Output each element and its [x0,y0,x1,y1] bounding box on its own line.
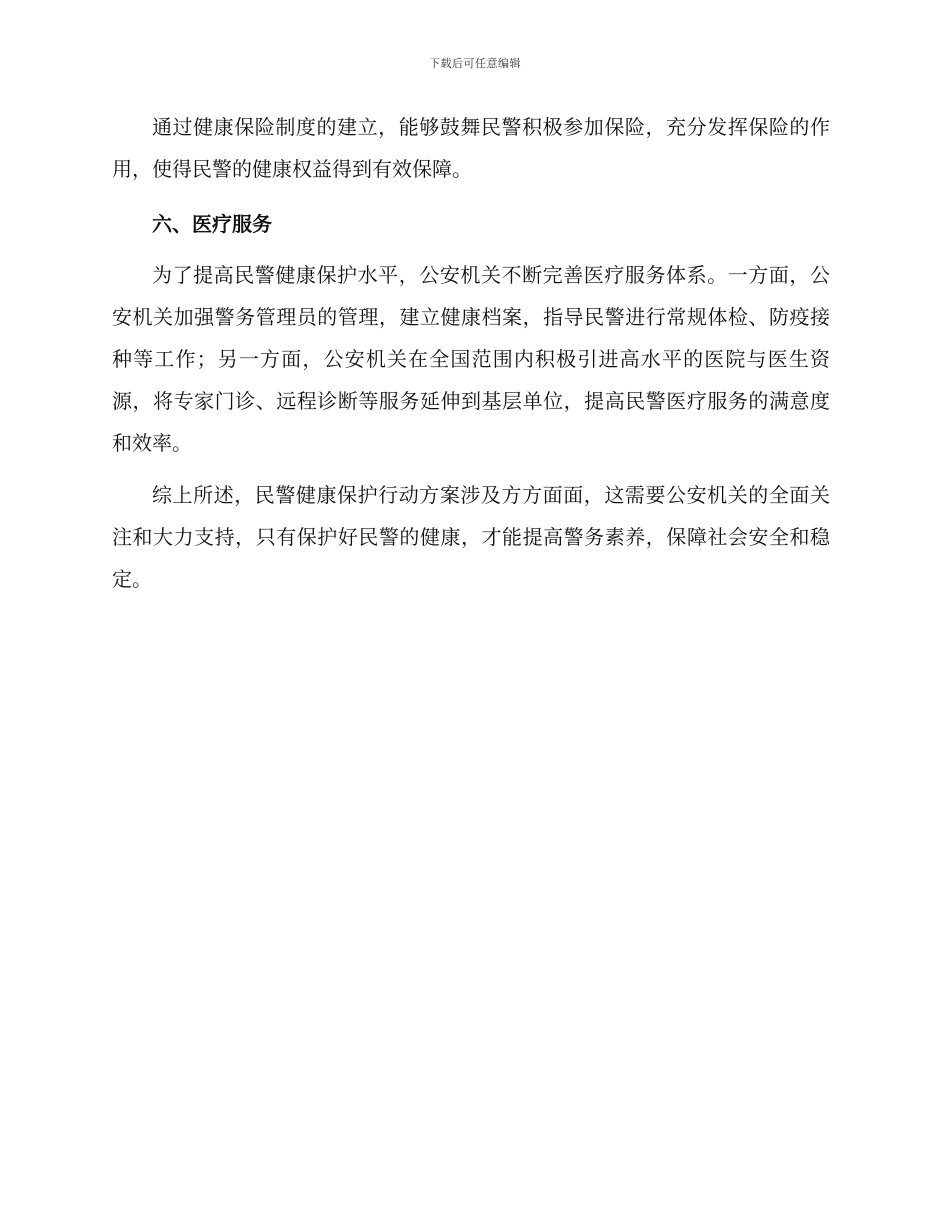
page-header-note: 下载后可任意编辑 [429,57,521,70]
section-heading-medical-service: 六、医疗服务 [152,212,272,236]
paragraph-health-insurance: 通过健康保险制度的建立，能够鼓舞民警积极参加保险，充分发挥保险的作用，使得民警的健康权益得到有效保障。 [112,115,830,181]
paragraph-medical-service: 为了提高民警健康保护水平，公安机关不断完善医疗服务体系。一方面，公安机关加强警务管理员的管理，建立健康档案，指导民警进行常规体检、防疫接种等工作；另一方面，公安机关在全国范围内积极引进高水平的医院与医生资源，将专家门诊、远程诊断等服务延伸到基层单位，提高民警医疗服务的满意度和效率。 [112,263,830,455]
document-body [112,106,830,610]
paragraph-conclusion: 综上所述，民警健康保护行动方案涉及方方面面，这需要公安机关的全面关注和大力支持，只有保护好民警的健康，才能提高警务素养，保障社会安全和稳定。 [112,483,830,591]
